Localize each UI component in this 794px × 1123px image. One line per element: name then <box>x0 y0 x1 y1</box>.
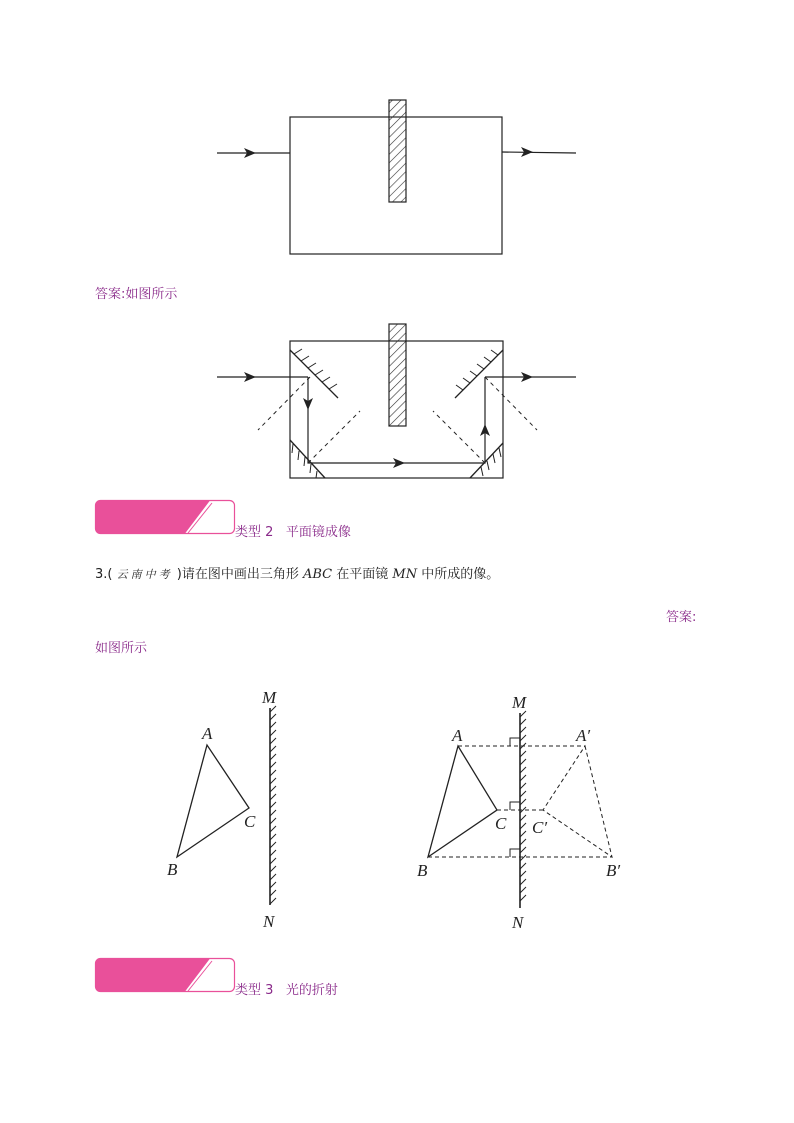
label-n: N <box>263 912 275 931</box>
section-heading-type2: 类型 2 平面镜成像 <box>235 525 351 540</box>
answer-label-b: B <box>417 861 428 880</box>
source-stamp: 云南中考 <box>116 568 173 581</box>
answer-label-b-prime: B′ <box>606 861 621 880</box>
answer-label-n: N <box>512 913 524 932</box>
q3-answer-text: 如图所示 <box>95 641 148 656</box>
section-heading-type3: 类型 3 光的折射 <box>235 983 338 998</box>
label-c: C <box>244 812 256 831</box>
answer-label-a-prime: A′ <box>576 726 591 745</box>
answer-label-m: M <box>512 693 527 712</box>
answer-label-c: C <box>495 814 507 833</box>
answer-label-c-prime: C′ <box>532 818 548 837</box>
question-3: 3.( 云南中考 )请在图中画出三角形 ABC 在平面镜 MN 中所成的像。 <box>95 567 500 582</box>
label-m: M <box>262 688 277 707</box>
q2-answer-label: 答案:如图所示 <box>95 287 178 302</box>
answer-label-a: A <box>452 726 463 745</box>
label-b: B <box>167 860 178 879</box>
q3-answer-label: 答案: <box>666 610 697 625</box>
section-banner-type3 <box>95 958 235 992</box>
label-a: A <box>202 724 213 743</box>
